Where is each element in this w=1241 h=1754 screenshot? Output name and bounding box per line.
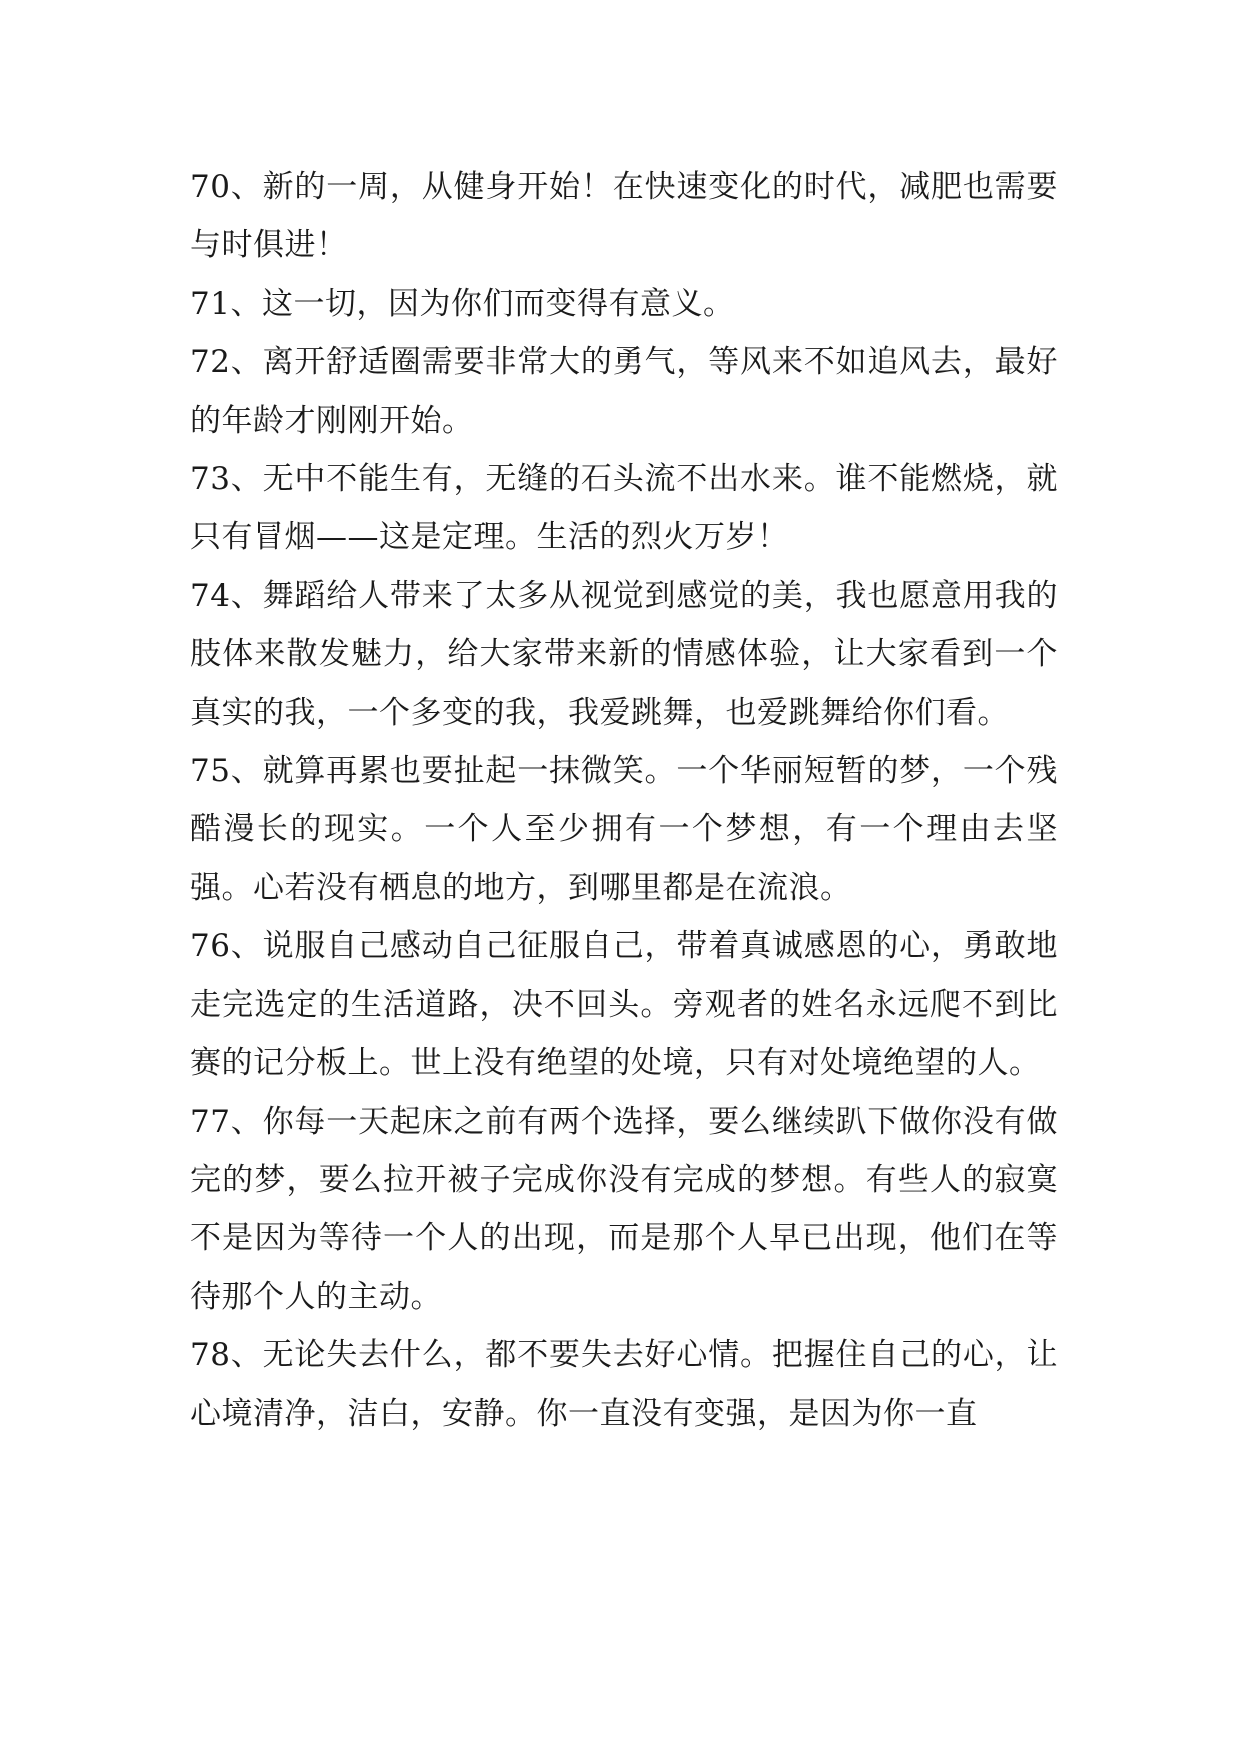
entry-73: 73、无中不能生有，无缝的石头流不出水来。谁不能燃烧，就只有冒烟——这是定理。生活的烈火万岁！	[190, 461, 1058, 556]
entry-74: 74、舞蹈给人带来了太多从视觉到感觉的美，我也愿意用我的肢体来散发魅力，给大家带来新的情感体验，让大家看到一个真实的我，一个多变的我，我爱跳舞，也爱跳舞给你们看。	[190, 577, 1058, 731]
entry-75: 75、就算再累也要扯起一抹微笑。一个华丽短暂的梦，一个残酷漫长的现实。一个人至少拥有一个梦想，有一个理由去坚强。心若没有栖息的地方，到哪里都是在流浪。	[190, 753, 1058, 906]
entry-77: 77、你每一天起床之前有两个选择，要么继续趴下做你没有做完的梦，要么拉开被子完成你没有完成的梦想。有些人的寂寞不是因为等待一个人的出现，而是那个人早已出现，他们在等待那个人的主动。	[190, 1103, 1058, 1315]
document-body	[190, 158, 1058, 1443]
entry-78: 78、无论失去什么，都不要失去好心情。把握住自己的心，让心境清净，洁白，安静。你一直没有变强，是因为你一直	[190, 1337, 1058, 1432]
entry-70: 70、新的一周，从健身开始！在快速变化的时代，减肥也需要与时俱进！	[190, 169, 1058, 264]
entry-76: 76、说服自己感动自己征服自己，带着真诚感恩的心，勇敢地走完选定的生活道路，决不回头。旁观者的姓名永远爬不到比赛的记分板上。世上没有绝望的处境，只有对处境绝望的人。	[190, 928, 1058, 1082]
entry-71: 71、这一切，因为你们而变得有意义。	[190, 285, 735, 322]
entry-72: 72、离开舒适圈需要非常大的勇气，等风来不如追风去，最好的年龄才刚刚开始。	[190, 344, 1058, 439]
